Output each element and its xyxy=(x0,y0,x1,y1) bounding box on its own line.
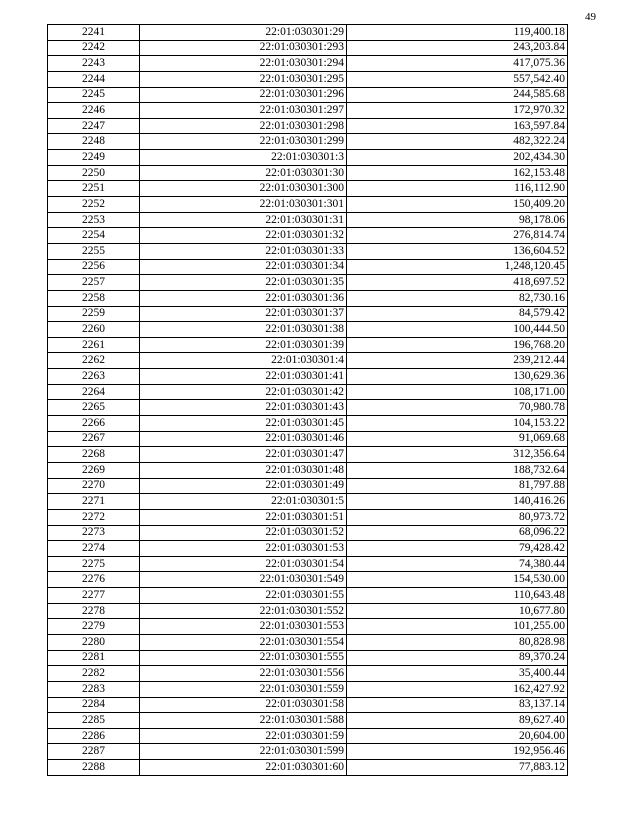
cadastral-number-cell: 22:01:030301:49 xyxy=(140,478,347,494)
table-row xyxy=(48,509,568,525)
cadastral-value-cell: 163,597.84 xyxy=(347,118,568,134)
table-row xyxy=(48,165,568,181)
row-number-cell: 2262 xyxy=(48,353,140,369)
cadastral-number-cell: 22:01:030301:599 xyxy=(140,744,347,760)
table-row xyxy=(48,416,568,432)
cadastral-number-cell: 22:01:030301:294 xyxy=(140,56,347,72)
cadastral-number-cell: 22:01:030301:553 xyxy=(140,619,347,635)
table-row xyxy=(48,259,568,275)
cadastral-number-cell: 22:01:030301:301 xyxy=(140,197,347,213)
row-number-cell: 2270 xyxy=(48,478,140,494)
table-row xyxy=(48,322,568,338)
cadastral-number-cell: 22:01:030301:58 xyxy=(140,697,347,713)
table-row xyxy=(48,525,568,541)
cadastral-number-cell: 22:01:030301:296 xyxy=(140,87,347,103)
cadastral-number-cell: 22:01:030301:59 xyxy=(140,728,347,744)
table-row xyxy=(48,462,568,478)
table-row xyxy=(48,760,568,776)
cadastral-value-cell: 83,137.14 xyxy=(347,697,568,713)
table-row xyxy=(48,681,568,697)
cadastral-number-cell: 22:01:030301:55 xyxy=(140,588,347,604)
row-number-cell: 2274 xyxy=(48,541,140,557)
table-row xyxy=(48,400,568,416)
table-row xyxy=(48,118,568,134)
cadastral-number-cell: 22:01:030301:33 xyxy=(140,243,347,259)
cadastral-value-cell: 119,400.18 xyxy=(347,25,568,41)
row-number-cell: 2275 xyxy=(48,556,140,572)
cadastral-number-cell: 22:01:030301:4 xyxy=(140,353,347,369)
row-number-cell: 2277 xyxy=(48,588,140,604)
cadastral-value-cell: 77,883.12 xyxy=(347,760,568,776)
cadastral-number-cell: 22:01:030301:297 xyxy=(140,103,347,119)
table-row xyxy=(48,603,568,619)
cadastral-number-cell: 22:01:030301:559 xyxy=(140,681,347,697)
cadastral-number-cell: 22:01:030301:43 xyxy=(140,400,347,416)
table-row xyxy=(48,306,568,322)
row-number-cell: 2265 xyxy=(48,400,140,416)
cadastral-value-cell: 70,980.78 xyxy=(347,400,568,416)
cadastral-value-cell: 79,428.42 xyxy=(347,541,568,557)
table-row xyxy=(48,40,568,56)
cadastral-number-cell: 22:01:030301:555 xyxy=(140,650,347,666)
table-row xyxy=(48,650,568,666)
cadastral-number-cell: 22:01:030301:556 xyxy=(140,666,347,682)
row-number-cell: 2268 xyxy=(48,447,140,463)
cadastral-value-cell: 82,730.16 xyxy=(347,290,568,306)
row-number-cell: 2271 xyxy=(48,494,140,510)
cadastral-value-cell: 188,732.64 xyxy=(347,462,568,478)
cadastral-number-cell: 22:01:030301:32 xyxy=(140,228,347,244)
cadastral-number-cell: 22:01:030301:30 xyxy=(140,165,347,181)
cadastral-value-cell: 80,973.72 xyxy=(347,509,568,525)
table-row xyxy=(48,369,568,385)
table-row xyxy=(48,541,568,557)
row-number-cell: 2247 xyxy=(48,118,140,134)
row-number-cell: 2242 xyxy=(48,40,140,56)
cadastral-value-cell: 418,697.52 xyxy=(347,275,568,291)
row-number-cell: 2257 xyxy=(48,275,140,291)
cadastral-number-cell: 22:01:030301:3 xyxy=(140,150,347,166)
cadastral-value-cell: 154,530.00 xyxy=(347,572,568,588)
table-row xyxy=(48,572,568,588)
table-row xyxy=(48,728,568,744)
table-row xyxy=(48,447,568,463)
row-number-cell: 2269 xyxy=(48,462,140,478)
page-number: 49 xyxy=(585,11,596,23)
cadastral-value-cell: 1,248,120.45 xyxy=(347,259,568,275)
cadastral-value-cell: 557,542.40 xyxy=(347,71,568,87)
row-number-cell: 2255 xyxy=(48,243,140,259)
row-number-cell: 2263 xyxy=(48,369,140,385)
cadastral-value-cell: 162,153.48 xyxy=(347,165,568,181)
table-row xyxy=(48,697,568,713)
row-number-cell: 2266 xyxy=(48,416,140,432)
row-number-cell: 2251 xyxy=(48,181,140,197)
row-number-cell: 2287 xyxy=(48,744,140,760)
table-row xyxy=(48,290,568,306)
cadastral-number-cell: 22:01:030301:29 xyxy=(140,25,347,41)
cadastral-value-cell: 116,112.90 xyxy=(347,181,568,197)
row-number-cell: 2248 xyxy=(48,134,140,150)
row-number-cell: 2276 xyxy=(48,572,140,588)
table-row xyxy=(48,713,568,729)
cadastral-number-cell: 22:01:030301:46 xyxy=(140,431,347,447)
cadastral-value-cell: 172,970.32 xyxy=(347,103,568,119)
cadastral-value-cell: 80,828.98 xyxy=(347,634,568,650)
table-row xyxy=(48,228,568,244)
table-row xyxy=(48,275,568,291)
table-row xyxy=(48,134,568,150)
cadastral-value-cell: 196,768.20 xyxy=(347,337,568,353)
cadastral-value-cell: 68,096.22 xyxy=(347,525,568,541)
row-number-cell: 2241 xyxy=(48,25,140,41)
row-number-cell: 2256 xyxy=(48,259,140,275)
table-row xyxy=(48,71,568,87)
row-number-cell: 2272 xyxy=(48,509,140,525)
cadastral-value-cell: 162,427.92 xyxy=(347,681,568,697)
row-number-cell: 2249 xyxy=(48,150,140,166)
cadastral-number-cell: 22:01:030301:295 xyxy=(140,71,347,87)
cadastral-number-cell: 22:01:030301:31 xyxy=(140,212,347,228)
cadastral-value-cell: 192,956.46 xyxy=(347,744,568,760)
row-number-cell: 2282 xyxy=(48,666,140,682)
row-number-cell: 2250 xyxy=(48,165,140,181)
cadastral-value-cell: 150,409.20 xyxy=(347,197,568,213)
cadastral-value-cell: 243,203.84 xyxy=(347,40,568,56)
table-row xyxy=(48,744,568,760)
row-number-cell: 2253 xyxy=(48,212,140,228)
cadastral-number-cell: 22:01:030301:54 xyxy=(140,556,347,572)
row-number-cell: 2267 xyxy=(48,431,140,447)
table-row xyxy=(48,384,568,400)
table-row xyxy=(48,666,568,682)
cadastral-value-cell: 91,069.68 xyxy=(347,431,568,447)
cadastral-number-cell: 22:01:030301:38 xyxy=(140,322,347,338)
row-number-cell: 2261 xyxy=(48,337,140,353)
row-number-cell: 2285 xyxy=(48,713,140,729)
cadastral-number-cell: 22:01:030301:39 xyxy=(140,337,347,353)
cadastral-number-cell: 22:01:030301:552 xyxy=(140,603,347,619)
table-row xyxy=(48,634,568,650)
cadastral-number-cell: 22:01:030301:48 xyxy=(140,462,347,478)
cadastral-value-cell: 482,322.24 xyxy=(347,134,568,150)
table-row xyxy=(48,494,568,510)
table-row xyxy=(48,103,568,119)
cadastral-value-cell: 20,604.00 xyxy=(347,728,568,744)
row-number-cell: 2258 xyxy=(48,290,140,306)
row-number-cell: 2254 xyxy=(48,228,140,244)
cadastral-value-cell: 10,677.80 xyxy=(347,603,568,619)
cadastral-value-cell: 239,212.44 xyxy=(347,353,568,369)
cadastral-value-table xyxy=(47,24,568,776)
cadastral-value-cell: 202,434.30 xyxy=(347,150,568,166)
cadastral-number-cell: 22:01:030301:37 xyxy=(140,306,347,322)
cadastral-number-cell: 22:01:030301:299 xyxy=(140,134,347,150)
cadastral-value-cell: 108,171.00 xyxy=(347,384,568,400)
cadastral-number-cell: 22:01:030301:298 xyxy=(140,118,347,134)
table-row xyxy=(48,243,568,259)
row-number-cell: 2246 xyxy=(48,103,140,119)
cadastral-number-cell: 22:01:030301:554 xyxy=(140,634,347,650)
cadastral-value-cell: 74,380.44 xyxy=(347,556,568,572)
cadastral-value-cell: 81,797.88 xyxy=(347,478,568,494)
table-row xyxy=(48,197,568,213)
table-row xyxy=(48,556,568,572)
row-number-cell: 2284 xyxy=(48,697,140,713)
cadastral-number-cell: 22:01:030301:300 xyxy=(140,181,347,197)
table-row xyxy=(48,25,568,41)
row-number-cell: 2259 xyxy=(48,306,140,322)
row-number-cell: 2244 xyxy=(48,71,140,87)
row-number-cell: 2283 xyxy=(48,681,140,697)
row-number-cell: 2273 xyxy=(48,525,140,541)
cadastral-number-cell: 22:01:030301:36 xyxy=(140,290,347,306)
table-row xyxy=(48,478,568,494)
row-number-cell: 2280 xyxy=(48,634,140,650)
row-number-cell: 2288 xyxy=(48,760,140,776)
row-number-cell: 2286 xyxy=(48,728,140,744)
cadastral-value-cell: 276,814.74 xyxy=(347,228,568,244)
cadastral-value-cell: 84,579.42 xyxy=(347,306,568,322)
table-row xyxy=(48,619,568,635)
cadastral-value-cell: 101,255.00 xyxy=(347,619,568,635)
cadastral-number-cell: 22:01:030301:35 xyxy=(140,275,347,291)
cadastral-value-cell: 35,400.44 xyxy=(347,666,568,682)
cadastral-value-cell: 100,444.50 xyxy=(347,322,568,338)
cadastral-number-cell: 22:01:030301:47 xyxy=(140,447,347,463)
cadastral-number-cell: 22:01:030301:293 xyxy=(140,40,347,56)
cadastral-value-cell: 136,604.52 xyxy=(347,243,568,259)
table-row xyxy=(48,56,568,72)
table-row xyxy=(48,353,568,369)
table-row xyxy=(48,212,568,228)
cadastral-value-cell: 140,416.26 xyxy=(347,494,568,510)
cadastral-value-cell: 312,356.64 xyxy=(347,447,568,463)
cadastral-number-cell: 22:01:030301:588 xyxy=(140,713,347,729)
cadastral-number-cell: 22:01:030301:42 xyxy=(140,384,347,400)
cadastral-number-cell: 22:01:030301:34 xyxy=(140,259,347,275)
table-row xyxy=(48,150,568,166)
cadastral-number-cell: 22:01:030301:41 xyxy=(140,369,347,385)
cadastral-value-cell: 89,627.40 xyxy=(347,713,568,729)
table-row xyxy=(48,431,568,447)
cadastral-value-cell: 98,178.06 xyxy=(347,212,568,228)
cadastral-value-cell: 417,075.36 xyxy=(347,56,568,72)
row-number-cell: 2252 xyxy=(48,197,140,213)
cadastral-value-cell: 110,643.48 xyxy=(347,588,568,604)
row-number-cell: 2260 xyxy=(48,322,140,338)
row-number-cell: 2278 xyxy=(48,603,140,619)
cadastral-value-cell: 130,629.36 xyxy=(347,369,568,385)
row-number-cell: 2281 xyxy=(48,650,140,666)
cadastral-value-cell: 244,585.68 xyxy=(347,87,568,103)
table-row xyxy=(48,181,568,197)
row-number-cell: 2264 xyxy=(48,384,140,400)
cadastral-number-cell: 22:01:030301:45 xyxy=(140,416,347,432)
cadastral-value-cell: 89,370.24 xyxy=(347,650,568,666)
cadastral-number-cell: 22:01:030301:5 xyxy=(140,494,347,510)
cadastral-number-cell: 22:01:030301:549 xyxy=(140,572,347,588)
table-row xyxy=(48,337,568,353)
cadastral-number-cell: 22:01:030301:60 xyxy=(140,760,347,776)
cadastral-number-cell: 22:01:030301:53 xyxy=(140,541,347,557)
table-row xyxy=(48,588,568,604)
row-number-cell: 2279 xyxy=(48,619,140,635)
row-number-cell: 2245 xyxy=(48,87,140,103)
cadastral-value-cell: 104,153.22 xyxy=(347,416,568,432)
table-row xyxy=(48,87,568,103)
row-number-cell: 2243 xyxy=(48,56,140,72)
cadastral-number-cell: 22:01:030301:52 xyxy=(140,525,347,541)
table-body xyxy=(48,25,568,776)
cadastral-number-cell: 22:01:030301:51 xyxy=(140,509,347,525)
